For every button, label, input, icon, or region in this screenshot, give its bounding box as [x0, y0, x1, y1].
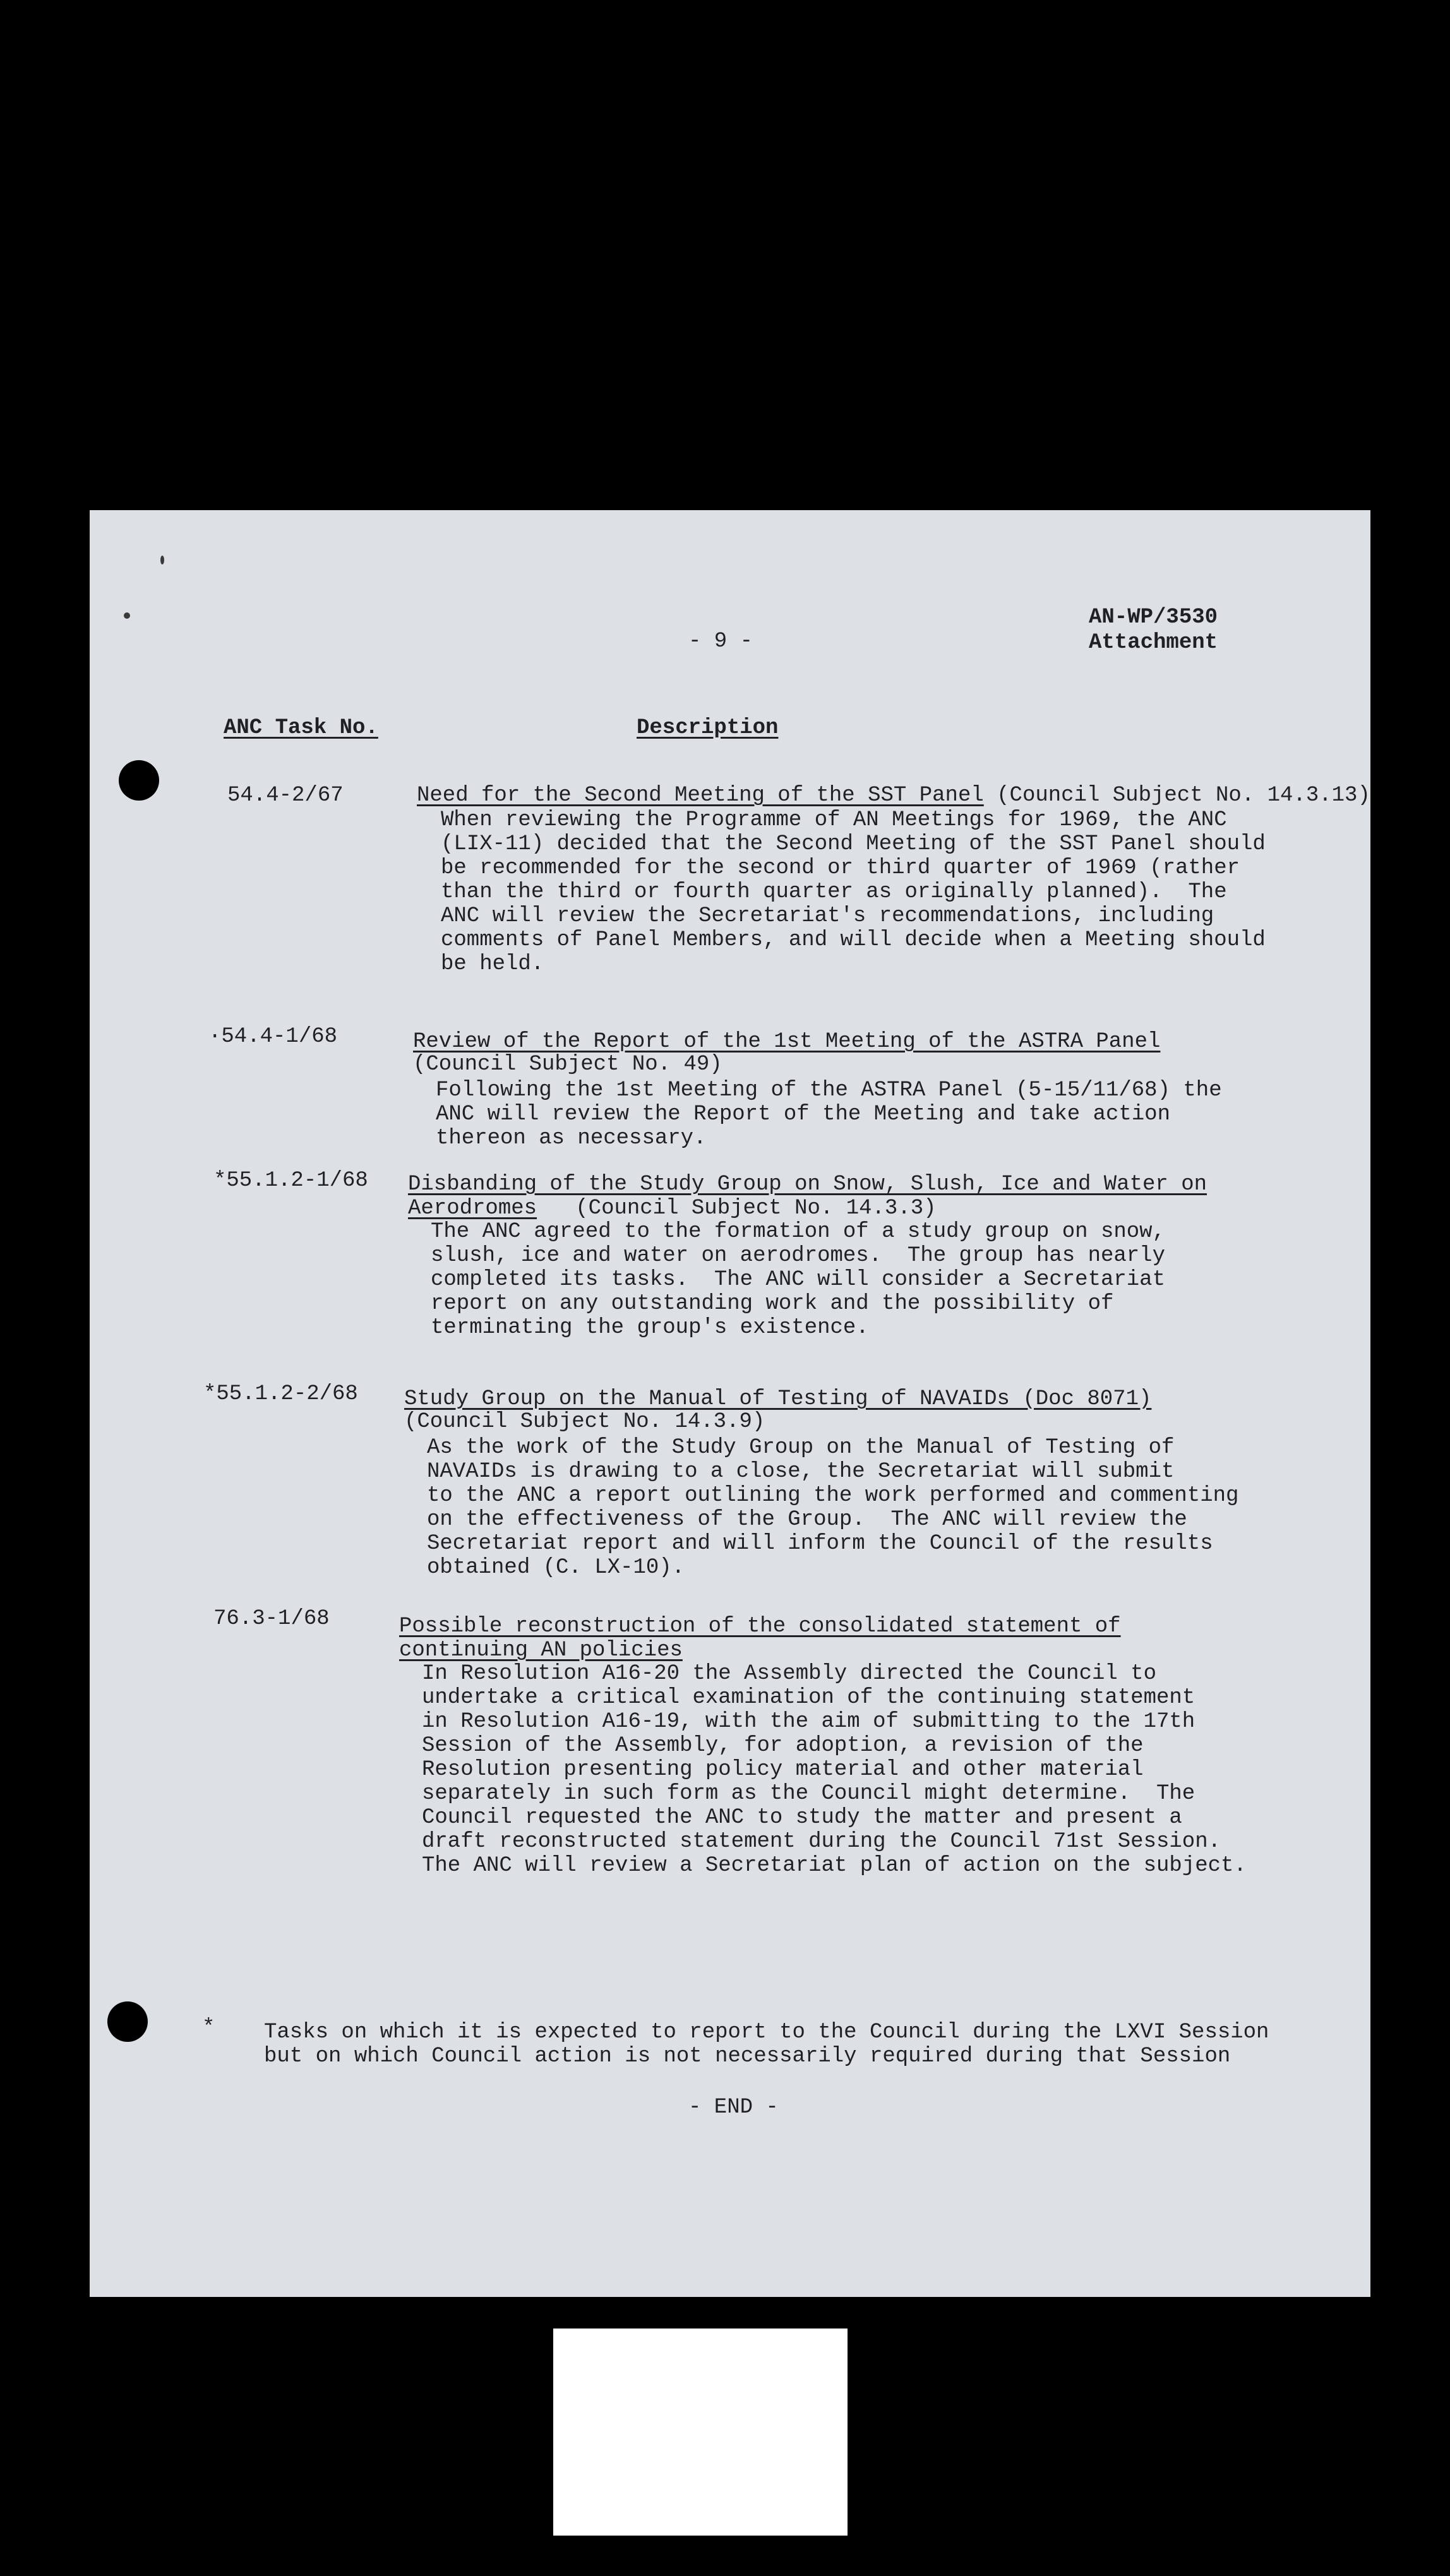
task-number: *55.1.2-2/68	[203, 1382, 358, 1406]
column-header-description: Description	[637, 716, 779, 740]
punch-hole-bottom	[107, 2001, 148, 2042]
end-mark: - END -	[688, 2096, 779, 2120]
task-number: ·54.4-1/68	[208, 1025, 338, 1049]
task-description: As the work of the Study Group on the Manual of Testing of NAVAIDs is drawing to a close, the Secretariat will submit to the ANC a report outlining the work performed and commenting on the effectiveness of the Group. The ANC will review the Secretariat report and will inform the Council of the results obtained (C. LX-10).	[427, 1436, 1239, 1580]
task-number: 76.3-1/68	[213, 1607, 330, 1631]
task-title-row	[417, 783, 1370, 808]
task-title-row	[408, 1196, 937, 1221]
white-card	[553, 2329, 848, 2536]
punch-hole-top	[119, 760, 159, 801]
task-title: Review of the Report of the 1st Meeting of the ASTRA Panel	[413, 1030, 1161, 1054]
task-description: Following the 1st Meeting of the ASTRA Panel (5-15/11/68) the ANC will review the Report of the Meeting and take action thereon as necessary.	[436, 1078, 1222, 1150]
task-subject: (Council Subject No. 14.3.13)	[983, 784, 1370, 808]
attachment-label: Attachment	[1089, 631, 1218, 655]
task-title: Aerodromes	[408, 1196, 537, 1220]
task-description: The ANC agreed to the formation of a study group on snow, slush, ice and water on aerodromes. The group has nearly completed its tasks. The ANC will consider a Secretariat report on any outstanding work and the possibility of terminating the group's existence.	[431, 1220, 1165, 1340]
task-description: In Resolution A16-20 the Assembly directed the Council to undertake a critical examination of the continuing statement in Resolution A16-19, with the aim of submitting to the 17th Session of the Assembly, for adoption, a revision of the Resolution presenting policy material and other material separately in such form as the Council might determine. The Council requested the ANC to study the matter and present a draft reconstructed statement during the Council 71st Session. The ANC will review a Secretariat plan of action on the subject.	[422, 1662, 1247, 1878]
task-description: When reviewing the Programme of AN Meetings for 1969, the ANC (LIX-11) decided that the Second Meeting of the SST Panel should be recommended for the second or third quarter of 1969 (rather than the third or fourth quarter as originally planned). The ANC will review the Secretariat's recommendations, including comments of Panel Members, and will decide when a Meeting should be held.	[441, 808, 1266, 976]
task-title: Study Group on the Manual of Testing of NAVAIDs (Doc 8071)	[404, 1387, 1152, 1411]
task-title: continuing AN policies	[399, 1638, 683, 1662]
document-page	[90, 510, 1370, 2297]
document-code: AN-WP/3530	[1089, 605, 1218, 629]
task-subject: (Council Subject No. 14.3.3)	[537, 1196, 937, 1220]
speck-mark	[124, 612, 130, 619]
page-number: - 9 -	[688, 629, 753, 653]
task-number: *55.1.2-1/68	[213, 1169, 368, 1193]
task-title: Possible reconstruction of the consolidated statement of	[399, 1614, 1121, 1638]
column-header-task: ANC Task No.	[224, 716, 378, 740]
footnote-text: Tasks on which it is expected to report to the Council during the LXVI Session but on which Council action is not necessarily required during that Session	[264, 2020, 1269, 2068]
task-subject: (Council Subject No. 14.3.9)	[404, 1410, 765, 1434]
speck-mark	[160, 556, 164, 564]
task-title: Need for the Second Meeting of the SST Panel	[417, 784, 984, 808]
footnote-marker: *	[202, 2016, 215, 2040]
task-subject: (Council Subject No. 49)	[413, 1052, 722, 1076]
task-number: 54.4-2/67	[227, 784, 344, 808]
task-title: Disbanding of the Study Group on Snow, Slush, Ice and Water on	[408, 1172, 1207, 1196]
